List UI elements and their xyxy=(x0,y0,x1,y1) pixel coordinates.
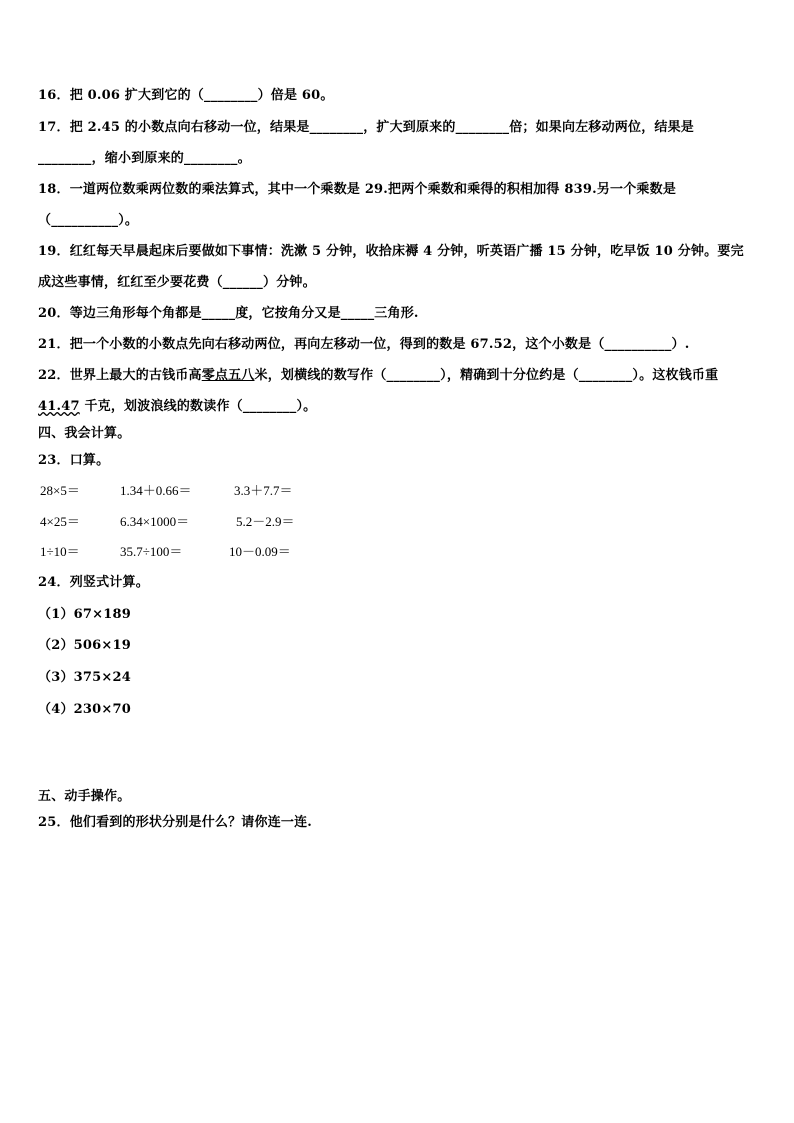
calc-row-1-item-2: 1.34＋0.66＝ xyxy=(120,483,192,498)
calc-row-3-item-3: 10－0.09＝ xyxy=(229,544,291,559)
question-18-line2: （__________）。 xyxy=(38,213,139,228)
calc-row-2-item-2: 6.34×1000＝ xyxy=(120,514,190,529)
question-19-line1: 19．红红每天早晨起床后要做如下事情：洗漱 5 分钟，收拾床褥 4 分钟，听英语广播 15 分钟，吃早饭 10 分钟。要完 xyxy=(38,244,744,259)
section-5-title: 五、动手操作。 xyxy=(38,789,131,804)
question-22-line1 xyxy=(38,364,718,383)
calc-row-2-item-1: 4×25＝ xyxy=(40,514,80,529)
question-21: 21．把一个小数的小数点先向右移动两位，再向左移动一位，得到的数是 67.52，这个小数是（__________）. xyxy=(38,337,690,352)
question-17-line1: 17．把 2.45 的小数点向右移动一位，结果是________，扩大到原来的________倍；如果向左移动两位，结果是 xyxy=(38,120,695,135)
question-25: 25．他们看到的形状分别是什么？请你连一连. xyxy=(38,815,313,830)
calc-row-2-item-3: 5.2－2.9＝ xyxy=(236,514,295,529)
q24-item-3: （3）375×24 xyxy=(38,670,131,685)
question-16: 16．把 0.06 扩大到它的（________）倍是 60。 xyxy=(38,88,334,103)
question-18-line1: 18．一道两位数乘两位数的乘法算式，其中一个乘数是 29.把两个乘数和乘得的积相加得 839.另一个乘数是 xyxy=(38,182,677,197)
question-22-line2 xyxy=(38,395,316,414)
question-20: 20．等边三角形每个角都是_____度，它按角分又是_____三角形. xyxy=(38,306,419,321)
question-17-line2: ________，缩小到原来的________。 xyxy=(38,151,251,166)
question-19-line2: 成这些事情，红红至少要花费（______）分钟。 xyxy=(38,275,316,290)
q24-item-1: （1）67×189 xyxy=(38,607,131,622)
q24-item-4: （4）230×70 xyxy=(38,702,131,717)
calc-row-3-item-1: 1÷10＝ xyxy=(40,544,80,559)
section-4-title: 四、我会计算。 xyxy=(38,426,131,441)
q22-text-c: 千克，划波浪线的数读作（________）。 xyxy=(79,399,317,414)
q22-underlined-number: 零点五八 xyxy=(201,368,255,383)
calc-row-1-item-3: 3.3＋7.7＝ xyxy=(234,483,293,498)
calc-row-3-item-2: 35.7÷100＝ xyxy=(120,544,183,559)
calc-row-1-item-1: 28×5＝ xyxy=(40,483,80,498)
q22-wavy-number: 41.47 xyxy=(38,399,80,414)
question-23-title: 23．口算。 xyxy=(38,453,110,468)
q22-text-a: 22．世界上最大的古钱币高 xyxy=(38,368,202,383)
q24-item-2: （2）506×19 xyxy=(38,638,131,653)
question-24-title: 24．列竖式计算。 xyxy=(38,575,149,590)
q22-text-b: 米，划横线的数写作（________），精确到十分位约是（________）。这枚钱币重 xyxy=(254,368,719,383)
